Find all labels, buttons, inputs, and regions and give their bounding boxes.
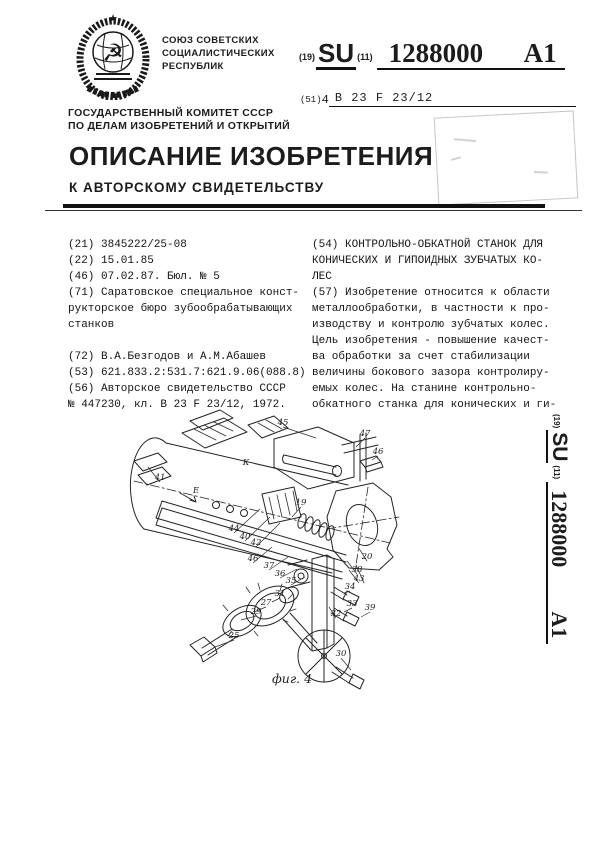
figure-callout-29: 29 xyxy=(250,607,262,617)
separator-rule-thin xyxy=(45,210,582,211)
figure-callout-25: 25 xyxy=(228,631,240,641)
ipc-rule xyxy=(437,105,576,107)
figure-callout-38: 38 xyxy=(351,565,363,575)
figure-callout-30: 30 xyxy=(335,649,347,659)
country-line: СОЦИАЛИСТИЧЕСКИХ xyxy=(162,48,275,59)
abstract-column: (54) КОНТРОЛЬНО-ОБКАТНОЙ СТАНОК ДЛЯ КОНИЧЕСКИХ И ГИПОИДНЫХ ЗУБЧАТЫХ КО- ЛЕС (57) Изобретение относится к области металлообработки, в частности к про- изводству и контролю зубчатых колес. Цель изобретения - повышение качест- ва обработки за счет стабилизации величины бокового зазора контролиру- емых колес. На станине контрольно- обкатного станка для конических и ги- xyxy=(312,239,557,411)
figure-callout-32: 32 xyxy=(330,609,342,619)
figure-callouts xyxy=(148,418,384,670)
country-line: РЕСПУБЛИК xyxy=(162,61,224,72)
figure-callout-43: 43 xyxy=(353,574,365,584)
committee-line: ГОСУДАРСТВЕННЫЙ КОМИТЕТ СССР xyxy=(68,107,274,119)
figure-caption: фиг. 4 xyxy=(272,671,313,686)
committee-line: ПО ДЕЛАМ ИЗОБРЕТЕНИЙ И ОТКРЫТИЙ xyxy=(68,120,290,132)
figure-callout-К: К xyxy=(242,458,250,468)
star-icon: ★ xyxy=(108,13,118,25)
committee-name xyxy=(68,107,290,133)
publication-number-line xyxy=(299,40,565,70)
doc-number: 1288000 xyxy=(547,490,572,568)
figure-callout-31: 31 xyxy=(274,589,286,599)
figure-callout-19: 19 xyxy=(295,498,307,508)
side-publication-label xyxy=(546,414,570,674)
publication-number xyxy=(377,40,565,70)
figure-callout-45: 45 xyxy=(277,418,289,428)
kind-code: A1 xyxy=(547,611,572,639)
faint-stamp xyxy=(434,110,578,205)
ussr-coat-of-arms-icon xyxy=(72,12,154,100)
figure-callout-36: 36 xyxy=(274,569,286,579)
document-subtitle: К АВТОРСКОМУ СВИДЕТЕЛЬСТВУ xyxy=(69,180,325,195)
ipc-classification-line xyxy=(300,91,576,107)
figure-callout-46: 46 xyxy=(247,554,259,564)
ipc-class: B 23 F 23/12 xyxy=(329,91,437,107)
figure-callout-34: 34 xyxy=(344,582,356,592)
ipc-edition: 4 xyxy=(321,93,329,107)
country-name xyxy=(162,34,275,73)
figure-callout-47: 47 xyxy=(359,429,371,439)
figure-callout-42: 42 xyxy=(250,538,262,548)
country-code: SU xyxy=(548,432,571,462)
figure-callout-Е: Е xyxy=(192,486,200,496)
separator-rule-thick xyxy=(63,204,545,208)
figure-callout-20: 20 xyxy=(361,552,373,562)
patent-figure xyxy=(120,405,500,705)
inid-11: (11) xyxy=(357,52,373,62)
figure-callout-46: 46 xyxy=(372,447,384,457)
inid-19: (19) xyxy=(299,52,316,62)
bibliographic-column: (21) 3845222/25-08 (22) 15.01.85 (46) 07.02.87. Бюл. № 5 (71) Саратовское специальное конст- рукторское бюро зубообрабатывающих станков (72) В.А.Безгодов и А.М.Абашев (53) 621.833.2:531.7:621.9.06(088.8) (56) Авторское свидетельство СССР № 447230, кл. В 23 F 23/12, 1972. xyxy=(68,239,306,411)
machine-drawing xyxy=(130,410,399,689)
figure-callout-37: 37 xyxy=(263,561,275,571)
country-line: СОЮЗ СОВЕТСКИХ xyxy=(162,35,259,46)
figure-callout-33: 33 xyxy=(346,599,358,609)
figure-callout-40: 40 xyxy=(239,532,251,542)
inid-11: (11) xyxy=(552,465,561,480)
doc-number: 1288000 xyxy=(388,38,484,68)
figure-callout-35: 35 xyxy=(285,576,297,586)
publication-number xyxy=(546,482,570,644)
kind-code: A1 xyxy=(523,38,557,68)
figure-callout-27: 27 xyxy=(260,598,272,608)
hammer-sickle-icon: ☭ xyxy=(102,40,124,67)
callout-leader xyxy=(215,640,234,647)
inid-19: (19) xyxy=(552,414,561,429)
figure-callout-39: 39 xyxy=(364,603,376,613)
figure-callout-41: 41 xyxy=(154,473,166,483)
document-title: ОПИСАНИЕ ИЗОБРЕТЕНИЯ xyxy=(69,141,434,171)
inid-51: (51) xyxy=(300,95,322,105)
country-code: SU xyxy=(318,38,355,68)
figure-callout-44: 44 xyxy=(228,524,240,534)
